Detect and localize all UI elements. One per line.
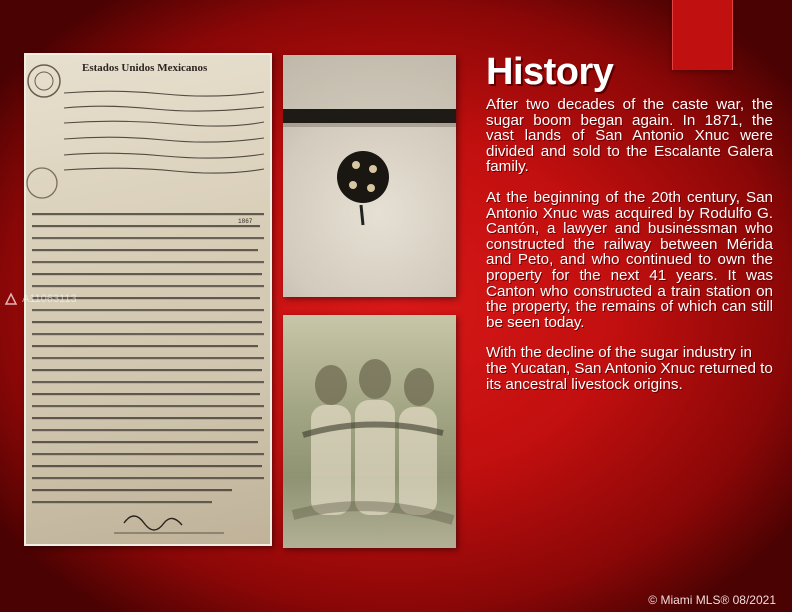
handwriting-lines bbox=[64, 91, 264, 173]
signature-scribble bbox=[124, 516, 182, 530]
history-text bbox=[486, 97, 773, 407]
history-paragraph: At the beginning of the 20th century, San Antonio Xnuc was acquired by Rodulfo G. Cantón, a lawyer and businessman who constructed the railway between Mérida and Peto, and who continued to own the property for the next 41 years. It was Canton who constructed a train station on the property, the remains of which can still be seen today. bbox=[486, 188, 773, 331]
history-paragraph: After two decades of the caste war, the sugar boom began again. In 1871, the vast lands of San Antonio Xnuc were divided and sold to the Escalante Galera family. bbox=[486, 96, 773, 176]
document-header-text: Estados Unidos Mexicanos bbox=[82, 62, 208, 74]
bolt-plate-icon bbox=[337, 151, 389, 203]
seal-stamp-icon bbox=[27, 168, 57, 198]
railway-bolt-photo bbox=[283, 55, 456, 297]
history-paragraph: With the decline of the sugar industry in the Yucatan, San Antonio Xnuc returned to its ancestral livestock origins. bbox=[486, 344, 773, 393]
copyright-footer: © Miami MLS® 08/2021 bbox=[648, 593, 776, 607]
mural-photo bbox=[283, 315, 456, 548]
seal-stamp-icon bbox=[28, 65, 60, 97]
decorative-red-tab bbox=[672, 0, 733, 70]
rail-bar bbox=[283, 109, 456, 123]
listing-watermark bbox=[4, 292, 77, 306]
watermark-id: A11063113 bbox=[22, 293, 77, 305]
typed-text-lines bbox=[32, 213, 264, 503]
miami-mls-logo-icon bbox=[4, 292, 18, 306]
page-title: History bbox=[486, 51, 614, 93]
document-year-text: 1867 bbox=[238, 218, 253, 225]
